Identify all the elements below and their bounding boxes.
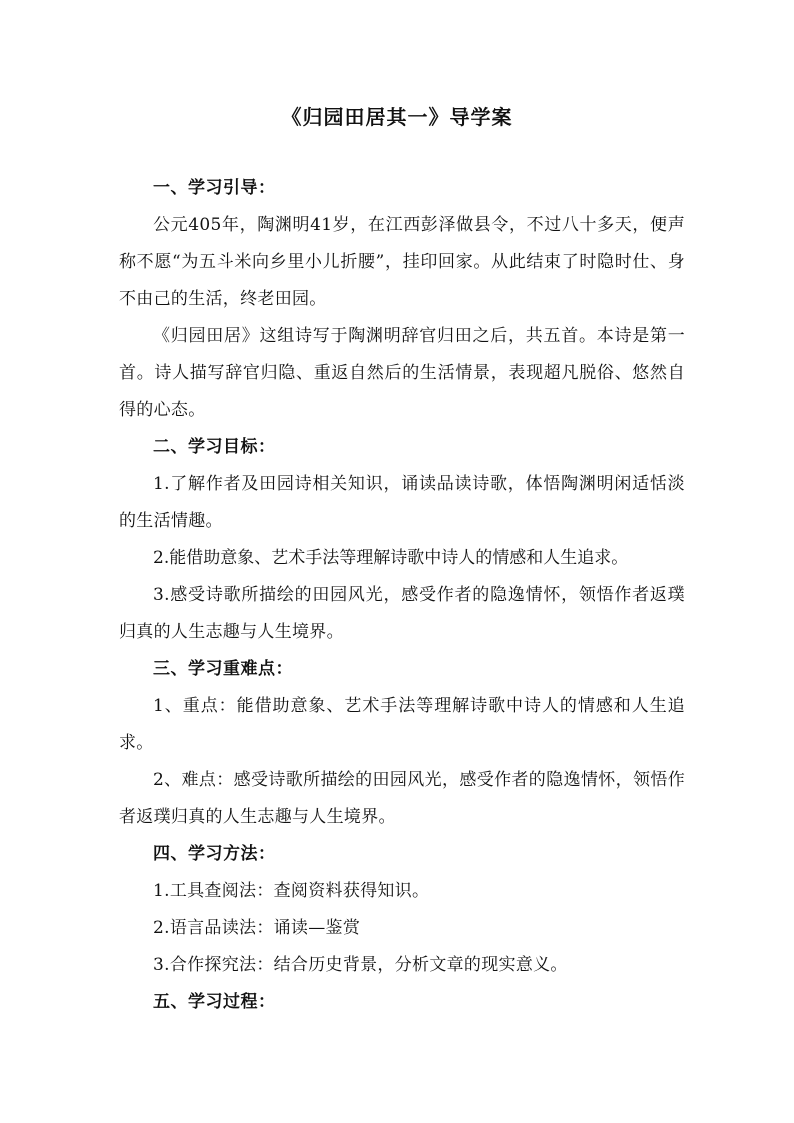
paragraph-goal-3: 3.感受诗歌所描绘的田园风光，感受作者的隐逸情怀，领悟作者返璞归真的人生志趣与人生境界。 bbox=[119, 585, 685, 642]
paragraph-method-1: 1.工具查阅法：查阅资料获得知识。 bbox=[153, 881, 430, 901]
paragraph-guide-1: 公元405年，陶渊明41岁，在江西彭泽做县令，不过八十多天，便声称不愿“为五斗米向乡里小儿折腰”，挂印回家。从此结束了时隐时仕、身不由己的生活，终老田园。 bbox=[119, 215, 685, 309]
paragraph-key-point-1: 1、重点：能借助意象、艺术手法等理解诗歌中诗人的情感和人生追求。 bbox=[119, 696, 685, 753]
paragraph-method-3: 3.合作探究法：结合历史背景，分析文章的现实意义。 bbox=[153, 955, 568, 975]
paragraph-guide-2: 《归园田居》这组诗写于陶渊明辞官归田之后，共五首。本诗是第一首。诗人描写辞官归隐、重返自然后的生活情景，表现超凡脱俗、悠然自得的心态。 bbox=[119, 326, 685, 420]
paragraph-goal-2: 2.能借助意象、艺术手法等理解诗歌中诗人的情感和人生追求。 bbox=[153, 548, 629, 568]
paragraph-method-2: 2.语言品读法：诵读—鉴赏 bbox=[153, 918, 361, 938]
document-title: 《归园田居其一》导学案 bbox=[281, 105, 513, 129]
section-heading-guide: 一、学习引导： bbox=[153, 178, 276, 198]
paragraph-goal-1: 1.了解作者及田园诗相关知识，诵读品读诗歌，体悟陶渊明闲适恬淡的生活情趣。 bbox=[119, 474, 685, 531]
paragraph-key-point-2: 2、难点：感受诗歌所描绘的田园风光，感受作者的隐逸情怀，领悟作者返璞归真的人生志趣与人生境界。 bbox=[119, 770, 685, 827]
document-body bbox=[119, 170, 685, 1021]
section-heading-methods: 四、学习方法： bbox=[153, 844, 276, 864]
section-heading-key-points: 三、学习重难点： bbox=[153, 659, 293, 679]
section-heading-process: 五、学习过程： bbox=[153, 992, 276, 1012]
section-heading-goals: 二、学习目标： bbox=[153, 437, 276, 457]
